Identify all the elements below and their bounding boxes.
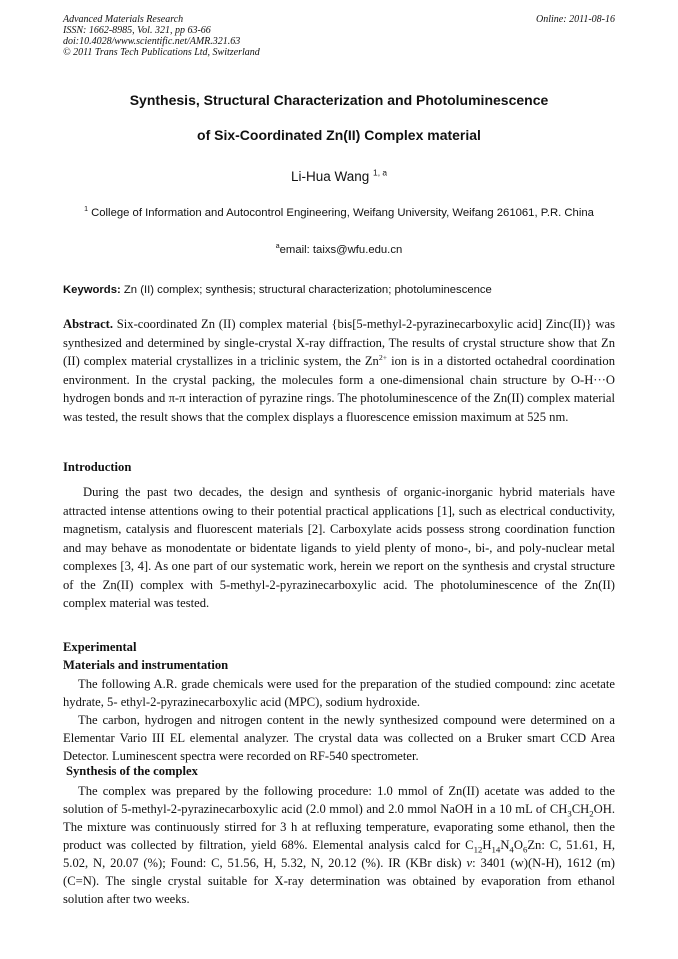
subscript: 2 (589, 808, 594, 819)
synthesis-paragraph (63, 782, 615, 908)
abstract-sup: 2+ (378, 352, 388, 362)
synthesis-text-b: CH (571, 802, 590, 816)
affiliation-text: College of Information and Autocontrol Engineering, Weifang University, Weifang 261061, P.R. China (91, 207, 594, 219)
abstract (63, 315, 615, 426)
paper-title-line-1: Synthesis, Structural Characterization and Photoluminescence (129, 92, 549, 108)
subscript: 14 (491, 844, 501, 855)
experimental-heading: Experimental (63, 640, 137, 654)
keywords (63, 284, 615, 296)
keywords-text: Zn (II) complex; synthesis; structural characterization; photoluminescence (123, 284, 492, 296)
abstract-text-2: ion is in a distorted octahedral coordination environment. In the crystal packing, the molecules form a one-dimensional chain structure by O-H···O hydrogen bonds and π-π interaction of pyrazine rings. The photoluminescence of the Zn(II) complex material was tested, the result shows that the complex displays a fluorescence emission maximum at 525 nm. (63, 354, 616, 424)
author-name: Li-Hua Wang (290, 169, 370, 184)
synthesis-text-d: Zn: C, 51.61, H, 5.02, N, 20.07 (%); Found: C, 51.56, H, 5.32, N, 20.12 (%). IR (KBr disk) (63, 838, 615, 870)
formula-element: H (482, 838, 492, 852)
keywords-label: Keywords: (63, 284, 121, 296)
introduction-heading: Introduction (63, 460, 132, 474)
journal-name: Advanced Materials Research (63, 14, 184, 25)
synthesis-text-a: The complex was prepared by the following procedure: 1.0 mmol of Zn(II) acetate was added to the solution of 5-methyl-2-pyrazinecarboxylic acid (2.0 mmol) and 2.0 mmol NaOH in a 10 mL of CH (63, 784, 615, 816)
copyright-line: © 2011 Trans Tech Publications Ltd, Switzerland (63, 47, 260, 58)
email-mark: a (275, 243, 280, 251)
email-text[interactable]: email: taixs@wfu.edu.cn (279, 244, 403, 256)
abstract-text-1: Six-coordinated Zn (II) complex material {bis[5-methyl-2-pyrazinecarboxylic acid] Zinc(II)} was synthesized and determined by single-crystal X-ray diffraction, The results of crystal structure show that Zn (II) complex material crystallizes in a triclinic system, the Zn (63, 317, 615, 368)
paper-title-line-2: of Six-Coordinated Zn(II) Complex material (197, 127, 481, 143)
subscript: 4 (509, 844, 514, 855)
email (0, 244, 678, 256)
author (0, 169, 678, 184)
affiliation-mark: 1 (84, 206, 88, 214)
synthesis-heading: Synthesis of the complex (66, 764, 198, 778)
online-date: Online: 2011-08-16 (536, 14, 615, 25)
formula-element: N (500, 838, 510, 852)
journal-header (63, 14, 615, 58)
nu-symbol: ν (466, 856, 473, 870)
subscript: 3 (567, 808, 572, 819)
synthesis-text-c: OH. The mixture was continuously stirred for 3 h at refluxing temperature, evaporating some ethanol, then the product was collected by filtration, yield 68%. Elemental analysis calcd for C (63, 802, 615, 852)
synthesis-text-e: : 3401 (w)(N-H), 1612 (m)(C=N). The single crystal suitable for X-ray determination was obtained by evaporation from ethanol solution after two weeks. (63, 856, 615, 906)
issn-line: ISSN: 1662-8985, Vol. 321, pp 63-66 (63, 25, 211, 36)
introduction-paragraph: During the past two decades, the design and synthesis of organic-inorganic hybrid materials have attracted intense attentions owing to their potential practical applications [1], such as electrical conductivity, magnetism, catalysis and fluorescent materials [2]. Carboxylate acids possess strong coordination function and may behave as monodentate or bidentate ligands to yield plenty of mono-, bi-, and poly-nuclear metal complexes [3, 4]. As one part of our systematic work, herein we report on the synthesis and crystal structure of the Zn(II) complex with 5-methyl-2-pyrazinecarboxylic acid. The photoluminescence of the Zn(II) complex material was tested. (63, 485, 615, 610)
subscript: 6 (522, 844, 528, 855)
affiliation (63, 204, 615, 223)
subscript: 12 (473, 844, 483, 855)
materials-heading: Materials and instrumentation (63, 658, 229, 672)
doi-line: doi:10.4028/www.scientific.net/AMR.321.63 (63, 36, 241, 47)
materials-paragraph-2: The carbon, hydrogen and nitrogen content in the newly synthesized compound were determined on a Elementar Vario III EL elemental analyzer. The crystal data was collected on a Bruker smart CCD Area Detector. Luminescent spectra were recorded on RF-540 spectrometer. (63, 713, 615, 763)
materials-paragraph-1: The following A.R. grade chemicals were used for the preparation of the studied compound: zinc acetate hydrate, 5- ethyl-2-pyrazinecarboxylic acid (MPC), sodium hydroxide. (63, 677, 615, 709)
abstract-label: Abstract. (63, 317, 114, 331)
formula-element: O (513, 838, 523, 852)
author-marks: 1, a (373, 167, 387, 178)
